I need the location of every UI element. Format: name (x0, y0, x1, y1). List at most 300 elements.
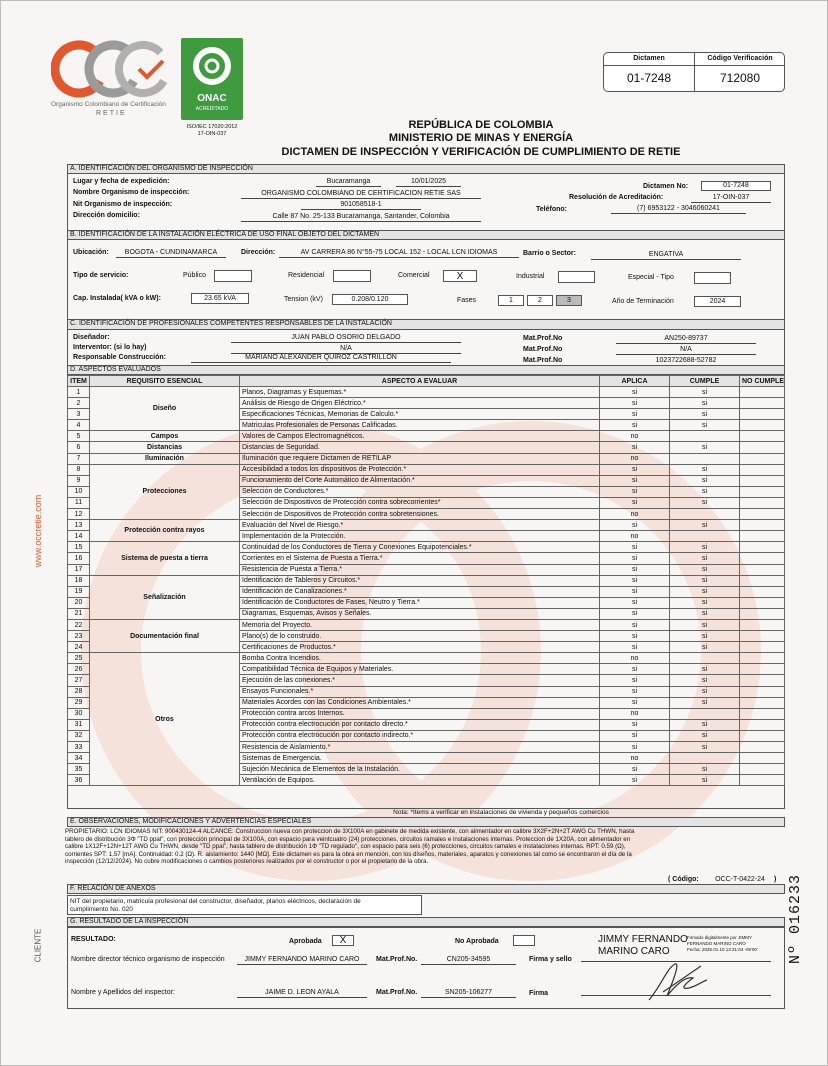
aspecto-text: Protección contra electrocución por contacto directo.* (240, 719, 600, 730)
requisito-group: Otros (90, 653, 240, 786)
anexos-line-1: NIT del propietario, matricula profesional del constructor, diseñador, planos eléctricos, declaración de (70, 898, 361, 905)
item-number: 27 (68, 675, 90, 686)
responsable-label: Responsable Construcción: (73, 354, 166, 361)
item-number: 35 (68, 764, 90, 775)
direccion-org-label: Dirección domicilio: (73, 212, 140, 219)
especial-label: Especial - Tipo (628, 274, 674, 281)
aplica-value: si (600, 520, 670, 531)
inspector-label: Nombre y Apellidos del inspector: (71, 989, 175, 996)
aplica-value: si (600, 775, 670, 786)
no-cumple-value (740, 753, 785, 764)
item-number: 8 (68, 464, 90, 475)
item-number: 10 (68, 486, 90, 497)
aspecto-text: Ventilación de Equipos. (240, 775, 600, 786)
aspecto-text: Certificaciones de Productos.* (240, 642, 600, 653)
cumple-value: si (670, 575, 740, 586)
aplica-value: si (600, 486, 670, 497)
aspect-row (68, 431, 785, 442)
col-no-cumple: NO CUMPLE (740, 376, 785, 387)
item-number: 1 (68, 387, 90, 398)
nit-org-label: Nit Organismo de inspección: (73, 201, 173, 208)
aplica-value: no (600, 653, 670, 664)
firma-label: Firma (529, 990, 549, 997)
section-f-header: F. RELACIÓN DE ANEXOS (67, 884, 785, 894)
aspecto-text: Bomba Contra Incendios. (240, 653, 600, 664)
no-cumple-value (740, 664, 785, 675)
cumple-value: si (670, 775, 740, 786)
aspecto-text: Matriculas Profesionales de Personas Calificadas. (240, 420, 600, 431)
aplica-value: no (600, 509, 670, 520)
aspecto-text: Iluminación que requiere Dictamen de RETILAP (240, 453, 600, 464)
obs-line-1: PROPIETARIO: LCN IDIOMAS NIT: 900430124-4 ALCANCE: Construccion nueva con proteccion de 3X100A en gabinete de medida existente, con alimentador en calibre 3X2F+2N+2T AWG Cu THWN, hasta (65, 828, 635, 835)
resolucion-value: 17-OIN-037 (691, 194, 771, 203)
item-number: 33 (68, 742, 90, 753)
aplica-value: si (600, 475, 670, 486)
item-number: 30 (68, 708, 90, 719)
section-b-header: B. IDENTIFICACIÓN DE LA INSTALACIÓN ELÉCTRICA DE USO FINAL OBJETO DEL DICTAMEN (67, 230, 785, 240)
onac-icon (181, 38, 243, 96)
cumple-value (670, 653, 740, 664)
ubicacion-value: BOGOTA - CUNDINAMARCA (116, 249, 226, 258)
signature-digital-1: Firmado digitalmente por JIMMY (687, 935, 753, 940)
no-cumple-value (740, 409, 785, 420)
director-mat-label: Mat.Prof.No. (376, 956, 418, 963)
barrio-value: ENGATIVA (591, 251, 741, 260)
cumple-value: si (670, 387, 740, 398)
no-cumple-value (740, 730, 785, 741)
item-number: 3 (68, 409, 90, 420)
no-cumple-value (740, 553, 785, 564)
aspect-row (68, 619, 785, 630)
no-cumple-value (740, 431, 785, 442)
aplica-value: si (600, 442, 670, 453)
col-requisito: REQUISITO ESENCIAL (90, 376, 240, 387)
requisito-group: Protección contra rayos (90, 520, 240, 542)
section-d-header: D. ASPECTOS EVALUADOS (67, 365, 785, 375)
aprobada-checkbox: X (332, 935, 354, 946)
item-number: 31 (68, 719, 90, 730)
no-cumple-value (740, 475, 785, 486)
cumple-value: si (670, 553, 740, 564)
aplica-value: no (600, 431, 670, 442)
iso-label: ISO/IEC 17020:2012 (186, 124, 238, 130)
barrio-label: Barrio o Sector: (523, 250, 576, 257)
telefono-value: (7) 6953122 - 3046060241 (611, 205, 746, 214)
no-cumple-value (740, 675, 785, 686)
direccion-inst-value: AV CARRERA 86 N°55-75 LOCAL 152 - LOCAL LCN IDIOMAS (279, 249, 519, 258)
no-cumple-value (740, 597, 785, 608)
org-sub: RETIE (96, 110, 127, 117)
nit-org-value: 901058518-1 (301, 201, 421, 210)
signature-digital-3: Fecha: 2025.01.10 13:31:04 -05'00' (687, 947, 758, 952)
aspect-row (68, 520, 785, 531)
cumple-value (670, 431, 740, 442)
item-number: 16 (68, 553, 90, 564)
aspecto-text: Implementación de la Protección. (240, 531, 600, 542)
cumple-value: si (670, 730, 740, 741)
requisito-group: Sistema de puesta a tierra (90, 542, 240, 575)
fase-2: 2 (527, 295, 553, 306)
nombre-org-value: ORGANISMO COLOMBIANO DE CERTIFICACION RETIE SAS (241, 190, 481, 199)
iso-code: 17-OIN-037 (197, 131, 227, 137)
fase-3: 3 (556, 295, 582, 306)
aplica-value: si (600, 497, 670, 508)
requisito-group: Señalización (90, 575, 240, 619)
no-cumple-value (740, 642, 785, 653)
cumple-value: si (670, 564, 740, 575)
aspecto-text: Identificación de Canalizaciones.* (240, 586, 600, 597)
aspecto-text: Compatibilidad Técnica de Equipos y Materiales. (240, 664, 600, 675)
anexos-line-2: cumplimiento No. 020 (70, 906, 133, 913)
fases-label: Fases (457, 297, 477, 304)
dictamen-no-value: 01-7248 (701, 181, 771, 191)
item-number: 9 (68, 475, 90, 486)
aplica-value: si (600, 420, 670, 431)
cumple-value: si (670, 497, 740, 508)
aspects-table (67, 375, 785, 786)
col-item: ITEM (68, 376, 90, 387)
aspecto-text: Valores de Campos Electromagnéticos. (240, 431, 600, 442)
aspect-row (68, 453, 785, 464)
no-cumple-value (740, 442, 785, 453)
cumple-value: si (670, 475, 740, 486)
aplica-value: si (600, 675, 670, 686)
aspecto-text: Análisis de Riesgo de Origen Eléctrico.* (240, 398, 600, 409)
aplica-value: si (600, 564, 670, 575)
aplica-value: si (600, 575, 670, 586)
aspect-row (68, 464, 785, 475)
cumple-value: si (670, 520, 740, 531)
aspecto-text: Memoria del Proyecto. (240, 619, 600, 630)
item-number: 17 (68, 564, 90, 575)
aspecto-text: Protección contra electrocución por contacto indirecto.* (240, 730, 600, 741)
fase-1: 1 (498, 295, 524, 306)
firma-sello-label: Firma y sello (529, 956, 572, 963)
cumple-value: si (670, 398, 740, 409)
signature-digital-2: FERNANDO MARINO CARO (687, 941, 746, 946)
no-cumple-value (740, 775, 785, 786)
aplica-value: si (600, 553, 670, 564)
no-cumple-value (740, 708, 785, 719)
codigo-label: Código Verificación (707, 55, 773, 62)
col-aspecto: ASPECTO A EVALUAR (240, 376, 600, 387)
disenador-value: JUAN PABLO OSORIO DELGADO (231, 334, 461, 343)
title-ministerio: MINISTERIO DE MINAS Y ENERGÍA (388, 132, 574, 144)
aspecto-text: Selección de Conductores.* (240, 486, 600, 497)
cumple-value: si (670, 486, 740, 497)
no-cumple-value (740, 619, 785, 630)
aspecto-text: Especificaciones Técnicas, Memorias de Calculo.* (240, 409, 600, 420)
aplica-value: si (600, 619, 670, 630)
aspecto-text: Resistencia de Puesta a Tierra.* (240, 564, 600, 575)
codigo-e-value: OCC-T-0422-24 (706, 876, 774, 885)
item-number: 4 (68, 420, 90, 431)
aplica-value: no (600, 453, 670, 464)
item-number: 24 (68, 642, 90, 653)
item-number: 5 (68, 431, 90, 442)
aspect-row (68, 542, 785, 553)
item-number: 21 (68, 608, 90, 619)
aspecto-text: Protección contra arcos Internos. (240, 708, 600, 719)
interventor-mat-value: N/A (616, 346, 756, 355)
cumple-value: si (670, 675, 740, 686)
item-number: 34 (68, 753, 90, 764)
nombre-org-label: Nombre Organismo de inspección: (73, 189, 190, 196)
aplica-value: si (600, 631, 670, 642)
item-number: 18 (68, 575, 90, 586)
occ-logo (51, 35, 181, 107)
aplica-value: si (600, 586, 670, 597)
especial-checkbox (694, 272, 731, 284)
onac-label: ONAC (197, 93, 227, 104)
no-cumple-value (740, 608, 785, 619)
cumple-value: si (670, 686, 740, 697)
requisito-group: Documentación final (90, 619, 240, 652)
item-number: 12 (68, 509, 90, 520)
cumple-value: si (670, 586, 740, 597)
requisito-group: Diseño (90, 387, 240, 431)
aplica-value: si (600, 398, 670, 409)
interventor-label: Interventor: (si lo hay) (73, 344, 147, 351)
no-cumple-value (740, 464, 785, 475)
interventor-mat-label: Mat.Prof.No (523, 346, 563, 353)
cumple-value: si (670, 608, 740, 619)
aplica-value: si (600, 697, 670, 708)
item-number: 32 (68, 730, 90, 741)
observaciones-text (65, 828, 781, 866)
lugar-value: Bucaramanga (316, 178, 381, 187)
handwritten-signature (641, 956, 711, 1006)
codigo-e-label: ( Código: (668, 876, 699, 883)
aplica-value: no (600, 753, 670, 764)
aplica-value: si (600, 764, 670, 775)
no-cumple-value (740, 520, 785, 531)
client-vertical: CLIENTE (33, 928, 43, 963)
dictamen-label: Dictamen (633, 55, 665, 62)
title-republica: REPÚBLICA DE COLOMBIA (408, 119, 554, 131)
no-cumple-value (740, 631, 785, 642)
anio-label: Año de Terminación (612, 298, 674, 305)
cumple-value (670, 509, 740, 520)
aplica-value: si (600, 542, 670, 553)
aplica-value: si (600, 664, 670, 675)
codigo-e-end: ) (774, 876, 777, 883)
interventor-value: N/A (231, 345, 461, 354)
director-label: Nombre director técnico organismo de inspección (71, 956, 225, 963)
cumple-value: si (670, 409, 740, 420)
aspecto-text: Selección de Dispositivos de Protección contra sobrecorrientes* (240, 497, 600, 508)
cumple-value: si (670, 764, 740, 775)
section-e-header: E. OBSERVACIONES, MODIFICACIONES Y ADVERTENCIAS ESPECIALES (67, 817, 785, 827)
no-cumple-value (740, 453, 785, 464)
aplica-value: no (600, 708, 670, 719)
cumple-value: si (670, 697, 740, 708)
cumple-value: si (670, 442, 740, 453)
aspecto-text: Continuidad de los Conductores de Tierra y Conexiones Equipotenciales.* (240, 542, 600, 553)
item-number: 23 (68, 631, 90, 642)
cumple-value (670, 708, 740, 719)
requisito-group: Protecciones (90, 464, 240, 519)
anio-value: 2024 (694, 296, 741, 307)
responsable-mat-value: 1023722688-52782 (616, 357, 756, 366)
cumple-value (670, 531, 740, 542)
section-a-header: A. IDENTIFICACIÓN DEL ORGANISMO DE INSPECCIÓN (67, 164, 785, 174)
obs-line-4: corrientes SPT: 1.57 [mA]. Continuidad: 0.2 (Ω). R. aislamiento: 1440 [MΩ]. Este dictamen es para la obra en mención, con los diseños, materiales, aparatos y conexiones tal como se encontraron el día de la (65, 850, 632, 858)
inspector-mat-label: Mat.Prof.No. (376, 989, 418, 996)
aplica-value: si (600, 464, 670, 475)
dictamen-value: 01-7248 (626, 71, 672, 85)
nota-text: Nota: *Items a verificar en instalaciones de vivienda y pequeños comercios (393, 809, 609, 816)
aspecto-text: Funcionamiento del Corte Automático de Alimentación.* (240, 475, 600, 486)
aplica-value: si (600, 597, 670, 608)
cumple-value: si (670, 642, 740, 653)
item-number: 29 (68, 697, 90, 708)
direccion-org-value: Calle 87 No. 25-133 Bucaramanga, Santander, Colombia (241, 213, 481, 222)
tension-value: 0.208/0.120 (332, 294, 408, 305)
capacidad-label: Cap. Instalada( kVA o kW): (73, 295, 161, 302)
industrial-checkbox (558, 271, 595, 283)
no-cumple-value (740, 509, 785, 520)
cumple-value: si (670, 742, 740, 753)
cumple-value: si (670, 719, 740, 730)
obs-line-3: calibre 1X12F+12N+12T AWG Cu THWN, desde "TD ppal", hasta tablero de distribución 1Φ "TD regulado", con espacio para seis (6) protecciones, circuitos ramales e instalaciones internas. RPT: 0.59 (Ω), (65, 843, 626, 851)
aspect-row (68, 653, 785, 664)
aspecto-text: Plano(s) de lo construido. (240, 631, 600, 642)
residencial-label: Residencial (288, 272, 325, 279)
aspecto-text: Accesibilidad a todos los dispositivos de Protección.* (240, 464, 600, 475)
aplica-value: si (600, 608, 670, 619)
aplica-value: si (600, 730, 670, 741)
no-cumple-value (740, 764, 785, 775)
aplica-value: no (600, 531, 670, 542)
cumple-value: si (670, 631, 740, 642)
cumple-value: si (670, 464, 740, 475)
no-cumple-value (740, 398, 785, 409)
dictamen-no-label: Dictamen No: (643, 183, 689, 190)
cumple-value (670, 453, 740, 464)
aspect-row (68, 575, 785, 586)
publico-label: Público (183, 272, 206, 279)
website-vertical: www.occretie.com (33, 494, 43, 568)
signature-name-1: JIMMY FERNANDO (598, 934, 688, 945)
no-cumple-value (740, 542, 785, 553)
aplica-value: si (600, 742, 670, 753)
item-number: 26 (68, 664, 90, 675)
onac-sub: ACREDITADO (195, 106, 229, 112)
aspecto-text: Identificación de Conductores de Fases, Neutro y Tierra.* (240, 597, 600, 608)
resultado-label: RESULTADO: (71, 936, 116, 943)
item-number: 28 (68, 686, 90, 697)
no-cumple-value (740, 387, 785, 398)
item-number: 6 (68, 442, 90, 453)
aspecto-text: Sujeción Mecánica de Elementos de la Instalación. (240, 764, 600, 775)
comercial-checkbox: X (443, 270, 477, 282)
ubicacion-label: Ubicación: (73, 249, 109, 256)
cumple-value: si (670, 542, 740, 553)
item-number: 7 (68, 453, 90, 464)
aspect-row (68, 442, 785, 453)
no-cumple-value (740, 686, 785, 697)
dictamen-box (603, 52, 785, 92)
requisito-group: Distancias (90, 442, 240, 453)
obs-line-5: inspección (12/12/2024). No cubre modificaciones o cambios posteriores realizados por el constructor o por el propietario de la obra. (65, 858, 429, 866)
aprobada-label: Aprobada (289, 938, 322, 945)
cumple-value (670, 753, 740, 764)
industrial-label: Industrial (516, 273, 545, 280)
aplica-value: si (600, 642, 670, 653)
aspecto-text: Sistemas de Emergencia. (240, 753, 600, 764)
aspecto-text: Identificación de Tableros y Circuitos.* (240, 575, 600, 586)
fecha-value: 10/01/2025 (396, 178, 461, 187)
signature-name-2: MARINO CARO (598, 946, 670, 957)
disenador-label: Diseñador: (73, 334, 110, 341)
aspecto-text: Resistencia de Aislamiento.* (240, 742, 600, 753)
col-aplica: APLICA (600, 376, 670, 387)
cumple-value: si (670, 597, 740, 608)
no-cumple-value (740, 653, 785, 664)
aspecto-text: Ejecución de las conexiones.* (240, 675, 600, 686)
title-dictamen: DICTAMEN DE INSPECCIÓN Y VERIFICACIÓN DE CUMPLIMIENTO DE RETIE (281, 146, 681, 158)
col-cumple: CUMPLE (670, 376, 740, 387)
item-number: 2 (68, 398, 90, 409)
aspecto-text: Diagramas, Esquemas, Avisos y Señales. (240, 608, 600, 619)
no-cumple-value (740, 531, 785, 542)
item-number: 11 (68, 497, 90, 508)
inspector-mat-value: SN205-106277 (421, 989, 516, 998)
aspecto-text: Ensayos Funcionales.* (240, 686, 600, 697)
tension-label: Tension (kV) (284, 296, 323, 303)
no-cumple-value (740, 564, 785, 575)
aspecto-text: Selección de Dispositivos de Protección contra sobretensiones. (240, 509, 600, 520)
responsable-value: MARIANO ALEXANDER QUIROZ CASTRILLON (191, 354, 451, 363)
item-number: 14 (68, 531, 90, 542)
cumple-value: si (670, 420, 740, 431)
aplica-value: si (600, 719, 670, 730)
cumple-value: si (670, 664, 740, 675)
no-cumple-value (740, 420, 785, 431)
item-number: 22 (68, 619, 90, 630)
item-number: 19 (68, 586, 90, 597)
item-number: 36 (68, 775, 90, 786)
serial-number: Nº 016233 (787, 874, 804, 965)
resolucion-label: Resolución de Acreditación: (569, 194, 664, 201)
obs-line-2: tablero de distribución 3Φ "TD ppal", con protección principal de 3X100A, con espacio para veintcuatro (24) protecciones, circuitos ramales e instalaciones internas. Proteccion de 1X20A, con alimentador en (65, 835, 631, 843)
item-number: 25 (68, 653, 90, 664)
comercial-label: Comercial (398, 272, 430, 279)
anexos-box (67, 895, 422, 915)
onac-badge (181, 38, 243, 120)
aspecto-text: Planos, Diagramas y Esquemas.* (240, 387, 600, 398)
item-number: 13 (68, 520, 90, 531)
no-cumple-value (740, 697, 785, 708)
tipo-servicio-label: Tipo de servicio: (73, 272, 129, 279)
disenador-mat-value: AN250-89737 (616, 335, 756, 344)
no-aprobada-checkbox (513, 935, 535, 946)
aplica-value: si (600, 686, 670, 697)
capacidad-value: 23.65 kVA (191, 293, 249, 304)
aspecto-text: Evaluación del Nivel de Riesgo.* (240, 520, 600, 531)
cumple-value: si (670, 619, 740, 630)
no-cumple-value (740, 586, 785, 597)
aplica-value: si (600, 387, 670, 398)
section-g-header: G. RESULTADO DE LA INSPECCIÓN (67, 917, 785, 927)
aplica-value: si (600, 409, 670, 420)
responsable-mat-label: Mat.Prof.No (523, 357, 563, 364)
no-cumple-value (740, 497, 785, 508)
aspecto-text: Materiales Acordes con las Condiciones Ambientales.* (240, 697, 600, 708)
requisito-group: Campos (90, 431, 240, 442)
section-c-header: C. IDENTIFICACIÓN DE PROFESIONALES COMPETENTES RESPONSABLES DE LA INSTALACIÓN (67, 319, 785, 330)
